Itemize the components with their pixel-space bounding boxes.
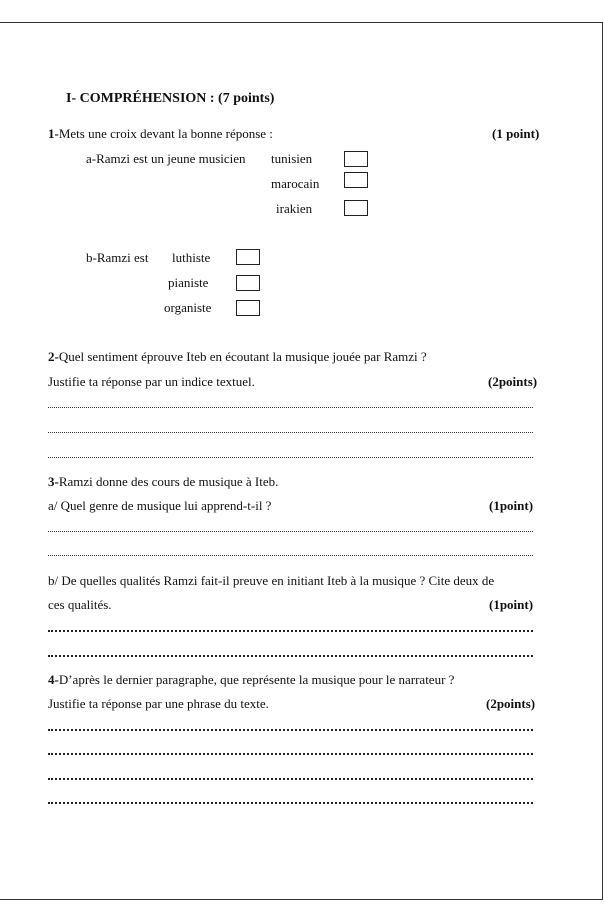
q3b-question: b/ De quelles qualités Ramzi fait-il preuve en initiant Iteb à la musique ? Cite deux de	[48, 573, 495, 588]
q1a-option-marocain: marocain	[271, 176, 320, 191]
q2-answer-line-2[interactable]	[48, 430, 533, 433]
q4-answer-line-1[interactable]	[48, 727, 533, 731]
q1a-checkbox-marocain[interactable]	[344, 172, 368, 188]
q3b-answer-line-2[interactable]	[48, 653, 533, 657]
q1-number: 1-	[48, 126, 59, 141]
q4-prompt	[48, 672, 454, 688]
q4-answer-line-3[interactable]	[48, 776, 533, 780]
q1b-checkbox-organiste[interactable]	[236, 300, 260, 316]
q4-answer-line-2[interactable]	[48, 751, 533, 755]
q2-text: Quel sentiment éprouve Iteb en écoutant la musique jouée par Ramzi ?	[58, 349, 427, 364]
q3-text: Ramzi donne des cours de musique à Iteb.	[58, 474, 279, 489]
q2-justify: Justifie ta réponse par un indice textuel.	[48, 374, 255, 389]
q1a-label: a-Ramzi est un jeune musicien	[86, 151, 246, 166]
q1b-label: b-Ramzi est	[86, 250, 149, 265]
q1-prompt	[48, 126, 273, 142]
q1-points: (1 point)	[492, 126, 540, 141]
q3a-answer-line-2[interactable]	[48, 553, 533, 556]
q1a-option-irakien: irakien	[276, 201, 313, 216]
q4-points: (2points)	[486, 696, 536, 711]
q1a-checkbox-tunisien[interactable]	[344, 151, 368, 167]
q3b-question-cont: ces qualités.	[48, 597, 112, 612]
q3a-points: (1point)	[489, 498, 534, 513]
q2-prompt	[48, 349, 427, 365]
q3a-answer-line-1[interactable]	[48, 529, 533, 532]
q2-points: (2points)	[488, 374, 538, 389]
q3b-answer-line-1[interactable]	[48, 628, 533, 632]
q4-number: 4-	[48, 672, 59, 687]
q2-number: 2-	[48, 349, 59, 364]
q3-prompt	[48, 474, 278, 490]
q1b-option-pianiste: pianiste	[168, 275, 209, 290]
q4-answer-line-4[interactable]	[48, 800, 533, 804]
q3b-points: (1point)	[489, 597, 534, 612]
q4-justify: Justifie ta réponse par une phrase du texte.	[48, 696, 269, 711]
q1b-checkbox-luthiste[interactable]	[236, 249, 260, 265]
q1-prompt-text: Mets une croix devant la bonne réponse :	[58, 126, 273, 141]
q3-number: 3-	[48, 474, 59, 489]
q1b-option-luthiste: luthiste	[172, 250, 211, 265]
q1b-option-organiste: organiste	[164, 300, 212, 315]
section-title: I- COMPRÉHENSION : (7 points)	[66, 91, 275, 106]
q2-answer-line-3[interactable]	[48, 455, 533, 458]
q1b-checkbox-pianiste[interactable]	[236, 275, 260, 291]
q1a-option-tunisien: tunisien	[271, 151, 313, 166]
q2-answer-line-1[interactable]	[48, 405, 533, 408]
q3a-question: a/ Quel genre de musique lui apprend-t-il ?	[48, 498, 272, 513]
q4-text: D’après le dernier paragraphe, que représente la musique pour le narrateur ?	[58, 672, 455, 687]
q1a-checkbox-irakien[interactable]	[344, 200, 368, 216]
